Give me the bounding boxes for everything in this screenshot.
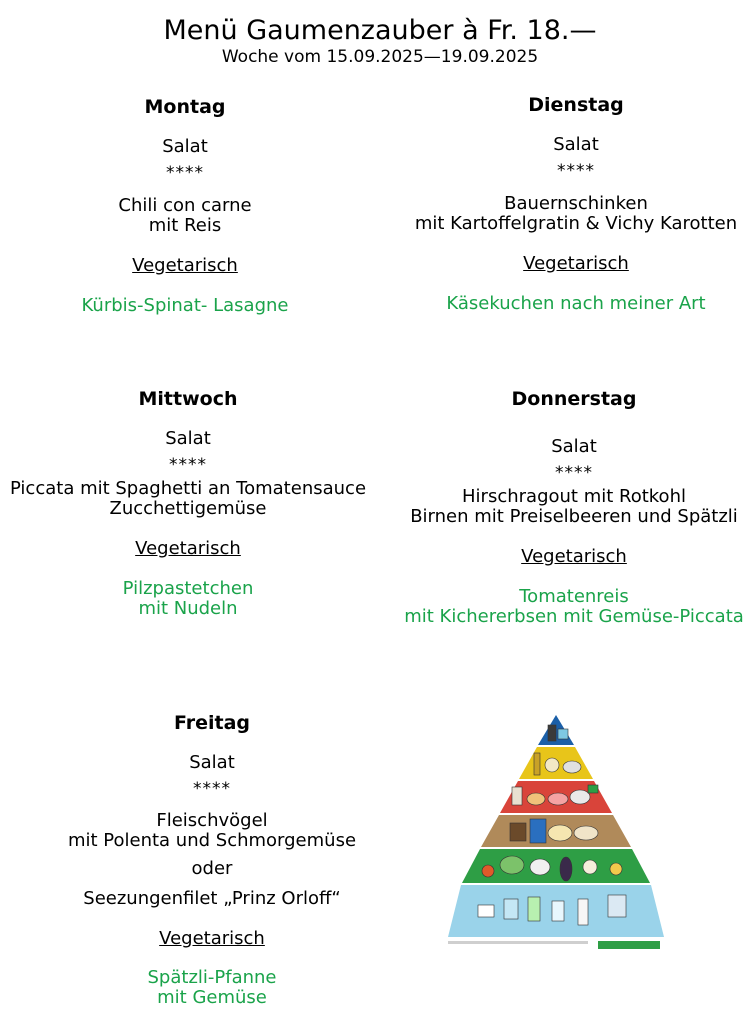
separator: **** bbox=[169, 455, 207, 475]
vegetarian-label: Vegetarisch bbox=[132, 255, 238, 276]
vegetarian-label: Vegetarisch bbox=[135, 538, 241, 559]
day-name: Dienstag bbox=[528, 94, 624, 116]
main-dish-line-1: Fleischvögel bbox=[156, 810, 268, 831]
or-label: oder bbox=[191, 858, 233, 879]
vegetarian-dish-line-2: mit Nudeln bbox=[138, 598, 238, 619]
vegetarian-label: Vegetarisch bbox=[521, 546, 627, 567]
menu-week: Woche vom 15.09.2025—19.09.2025 bbox=[221, 47, 539, 67]
main-dish-line-2: mit Polenta und Schmorgemüse bbox=[67, 830, 357, 851]
main-dish-line-3: Seezungenfilet „Prinz Orloff“ bbox=[83, 888, 341, 909]
vegetarian-dish-line-1: Pilzpastetchen bbox=[122, 578, 254, 599]
vegetarian-dish-line-1: Tomatenreis bbox=[519, 586, 629, 607]
vegetarian-label: Vegetarisch bbox=[159, 928, 265, 949]
main-dish-line-2: mit Reis bbox=[148, 215, 222, 236]
vegetarian-dish-line-1: Kürbis-Spinat- Lasagne bbox=[81, 295, 289, 316]
vegetarian-label: Vegetarisch bbox=[523, 253, 629, 274]
main-dish-line-1: Chili con carne bbox=[118, 195, 252, 216]
main-dish-line-2: Zucchettigemüse bbox=[109, 498, 267, 519]
separator: **** bbox=[555, 463, 593, 483]
starter: Salat bbox=[165, 428, 211, 449]
starter: Salat bbox=[553, 134, 599, 155]
main-dish-line-2: mit Kartoffelgratin & Vichy Karotten bbox=[414, 213, 738, 234]
separator: **** bbox=[193, 779, 231, 799]
main-dish-line-1: Hirschragout mit Rotkohl bbox=[462, 486, 686, 507]
main-dish-line-1: Bauernschinken bbox=[504, 193, 648, 214]
separator: **** bbox=[557, 161, 595, 181]
day-name: Freitag bbox=[173, 712, 251, 734]
vegetarian-dish-line-2: mit Gemüse bbox=[157, 987, 267, 1008]
main-dish-line-1: Piccata mit Spaghetti an Tomatensauce bbox=[9, 478, 367, 499]
day-name: Donnerstag bbox=[511, 388, 637, 410]
main-dish-line-2: Birnen mit Preiselbeeren und Spätzli bbox=[410, 506, 738, 527]
vegetarian-dish-line-1: Spätzli-Pfanne bbox=[147, 967, 277, 988]
day-name: Montag bbox=[144, 96, 226, 118]
food-pyramid-icon bbox=[448, 715, 664, 951]
vegetarian-dish-line-1: Käsekuchen nach meiner Art bbox=[446, 293, 706, 314]
starter: Salat bbox=[162, 136, 208, 157]
vegetarian-dish-line-2: mit Kichererbsen mit Gemüse-Piccata bbox=[404, 606, 744, 627]
starter: Salat bbox=[551, 436, 597, 457]
starter: Salat bbox=[189, 752, 235, 773]
separator: **** bbox=[166, 163, 204, 183]
menu-title: Menü Gaumenzauber à Fr. 18.— bbox=[163, 15, 597, 46]
day-name: Mittwoch bbox=[138, 388, 238, 410]
